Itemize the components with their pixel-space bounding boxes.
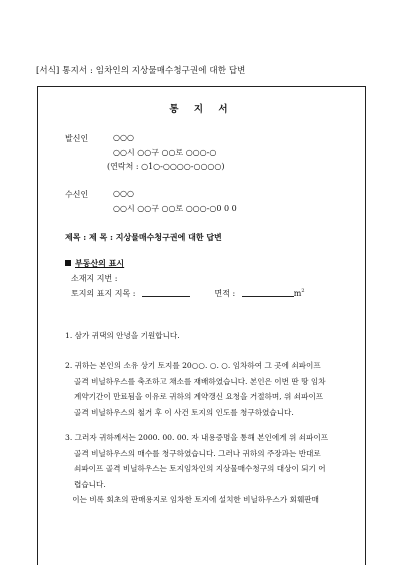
subject-text: 제 목 : 지상물매수청구권에 대한 답변 xyxy=(88,232,222,242)
paragraph-3 xyxy=(65,430,345,508)
sender-label: 발신인 xyxy=(65,134,89,143)
property-area-label: 면적 : xyxy=(214,289,236,298)
sender-name: ○○○ xyxy=(113,133,134,142)
property-heading: 부동산의 표시 xyxy=(75,258,125,268)
paragraph-line: 1. 삼가 귀댁의 안녕을 기원합니다. xyxy=(65,331,180,340)
paragraph-line: 골격 비닐하우스의 매수를 청구하였습니다. 그러나 귀하의 주장과는 반대로 xyxy=(74,448,321,458)
square-bullet-icon xyxy=(65,260,71,266)
property-land-label: 토지의 표지 지목 : xyxy=(71,289,136,298)
area-unit-superscript: 2 xyxy=(301,288,305,294)
land-category-blank xyxy=(142,296,190,297)
paragraph-line: 2. 귀하는 본인의 소유 상기 토지를 20○○. ○. ○. 임차하여 그 곳에 쇠파이프 xyxy=(65,361,321,370)
paragraph-line: 쇠파이프 골격 비닐하우스는 토지임차인의 지상물매수청구의 대상이 되기 어 xyxy=(74,464,326,473)
document-title: 통 지 서 xyxy=(169,104,234,115)
paragraph-1 xyxy=(65,328,345,344)
notice-document xyxy=(37,86,366,565)
area-blank xyxy=(242,296,294,297)
subject-line xyxy=(65,232,222,243)
paragraph-line: 계약기간이 만료됨을 이유로 귀하의 계약갱신 요청을 거절하며, 위 쇠파이프 xyxy=(74,392,324,401)
property-heading-row xyxy=(65,258,124,269)
property-location-label: 소재지 지번 : xyxy=(71,274,118,283)
sender-address: ○○시 ○○구 ○○로 ○○○-○ xyxy=(113,148,217,157)
receiver-address: ○○시 ○○구 ○○로 ○○○-○0 0 0 xyxy=(113,204,237,213)
paragraph-line: 3. 그러자 귀하께서는 2000. 00. 00. 자 내용증명을 통해 본인에게 위 쇠파이프 xyxy=(65,433,329,442)
receiver-name: ○○○ xyxy=(113,189,134,198)
sender-phone: (연락처 : ○1○-○○○○-○○○○) xyxy=(107,162,225,171)
property-land-row xyxy=(71,288,305,299)
document-caption: [서식] 통지서 : 임차인의 지상물매수청구권에 대한 답변 xyxy=(36,66,246,76)
subject-label: 제목 : xyxy=(65,232,89,242)
area-unit: m xyxy=(293,289,302,298)
paragraph-line: 골격 비닐하우스의 철거 후 이 사건 토지의 인도를 청구하였습니다. xyxy=(74,407,294,417)
paragraph-2 xyxy=(65,358,345,420)
paragraph-line: 렵습니다. xyxy=(74,479,106,489)
receiver-label: 수신인 xyxy=(65,190,89,199)
paragraph-line: 이는 비록 회초의 판매용지로 임차한 토지에 설치한 비닐하우스가 회훼판매 xyxy=(65,495,319,504)
paragraph-line: 골격 비닐하우스를 축조하고 채소를 재배하였습니다. 본인은 이번 딴 땅 임차 xyxy=(74,376,326,386)
